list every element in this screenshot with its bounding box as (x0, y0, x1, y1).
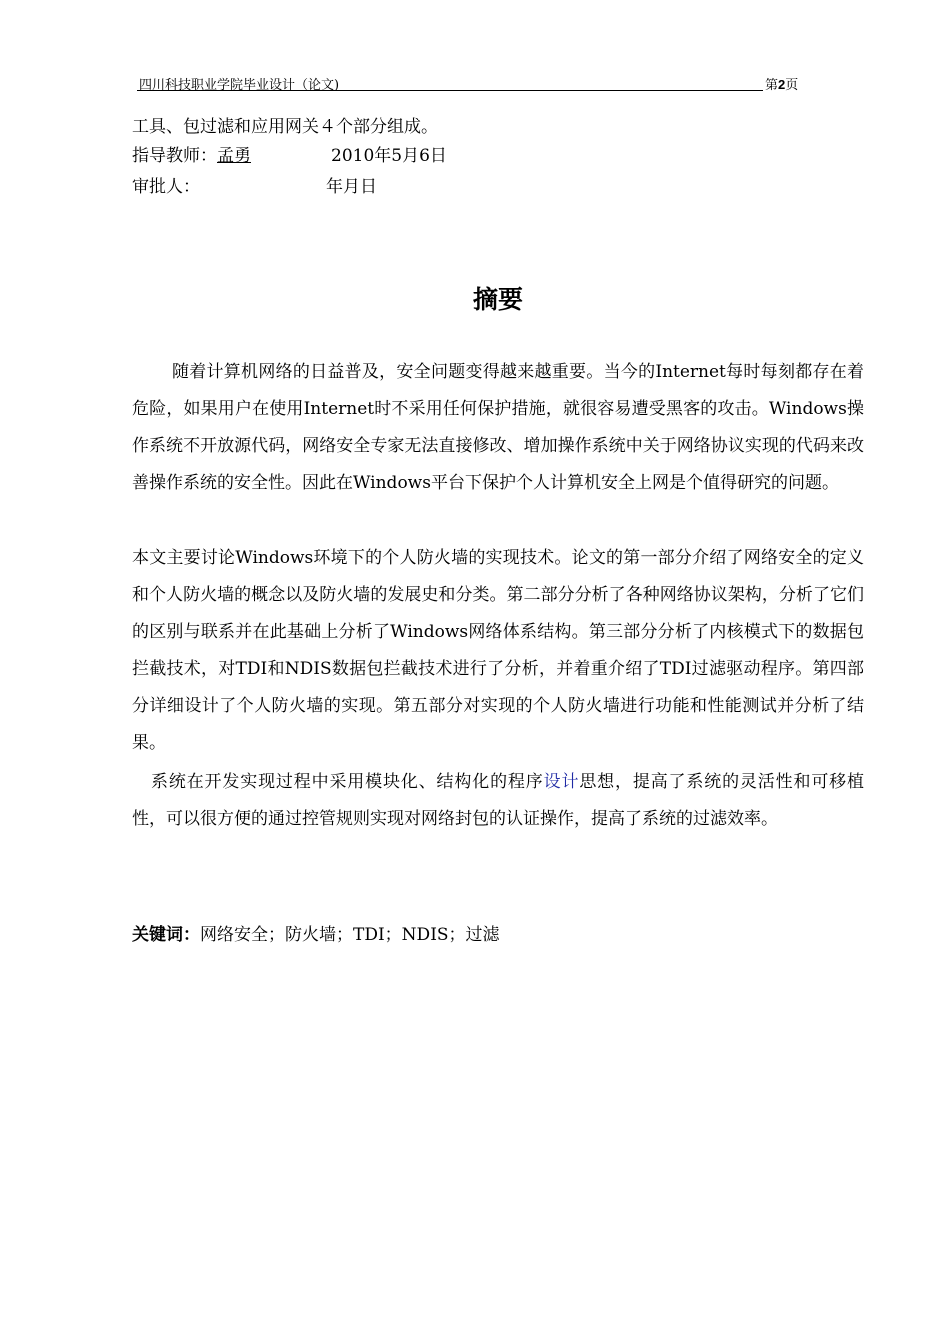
abstract-paragraph-1: 随着计算机网络的日益普及，安全问题变得越来越重要。当今的Internet每时每刻都存在着危险，如果用户在使用Internet时不采用任何保护措施，就很容易遭受黑客的攻击。Windows操作系统不开放源代码，网络安全专家无法直接修改、增加操作系统中关于网络协议实现的代码来改善操作系统的安全性。因此在Windows平台下保护个人计算机安全上网是个值得研究的问题。 (132, 362, 864, 493)
advisor-date: 2010年5月6日 (331, 146, 447, 166)
para3-text-start: 系统在开发实现过程中采用模块化、结构化的程序 (151, 772, 544, 792)
abstract-title: 摘要 (472, 285, 523, 314)
advisor-line (132, 141, 447, 166)
page-suffix: 页 (785, 78, 799, 93)
para3-text-end: 思想，提高了系统的灵活性和可移植性，可以很方便的通过控管规则实现对网络封包的认证操作，提高了系统的过滤效率。 (132, 772, 865, 829)
approver-date: 年月日 (326, 177, 377, 197)
header-page-number (765, 74, 798, 93)
page-header (137, 72, 807, 92)
header-rule (137, 90, 763, 91)
abstract-paragraph-2: 本文主要讨论Windows环境下的个人防火墙的实现技术。论文的第一部分介绍了网络安全的定义和个人防火墙的概念以及防火墙的发展史和分类。第二部分分析了各种网络协议架构，分析了它们的区别与联系并在此基础上分析了Windows网络体系结构。第三部分分析了内核模式下的数据包拦截技术，对TDI和NDIS数据包拦截技术进行了分析，并着重介绍了TDI过滤驱动程序。第四部分详细设计了个人防火墙的实现。第五部分对实现的个人防火墙进行功能和性能测试并分析了结果。 (132, 548, 864, 753)
keywords-value: 网络安全；防火墙；TDI；NDIS；过滤 (200, 925, 500, 945)
header-thesis-title: 四川科技职业学院毕业设计（论文) (139, 78, 340, 93)
keywords-label: 关键词： (132, 925, 200, 945)
abstract-paragraph-3 (132, 764, 864, 838)
advisor-name: 孟勇 (217, 146, 251, 166)
advisor-label: 指导教师： (132, 146, 217, 166)
approver-line (132, 172, 377, 197)
approver-label: 审批人： (132, 177, 200, 197)
design-link[interactable]: 设计 (543, 772, 580, 792)
page-number: 2 (778, 77, 786, 92)
keywords-line (132, 920, 500, 945)
intro-line: 工具、包过滤和应用网关４个部分组成。 (132, 117, 438, 137)
page-prefix: 第 (765, 78, 779, 93)
